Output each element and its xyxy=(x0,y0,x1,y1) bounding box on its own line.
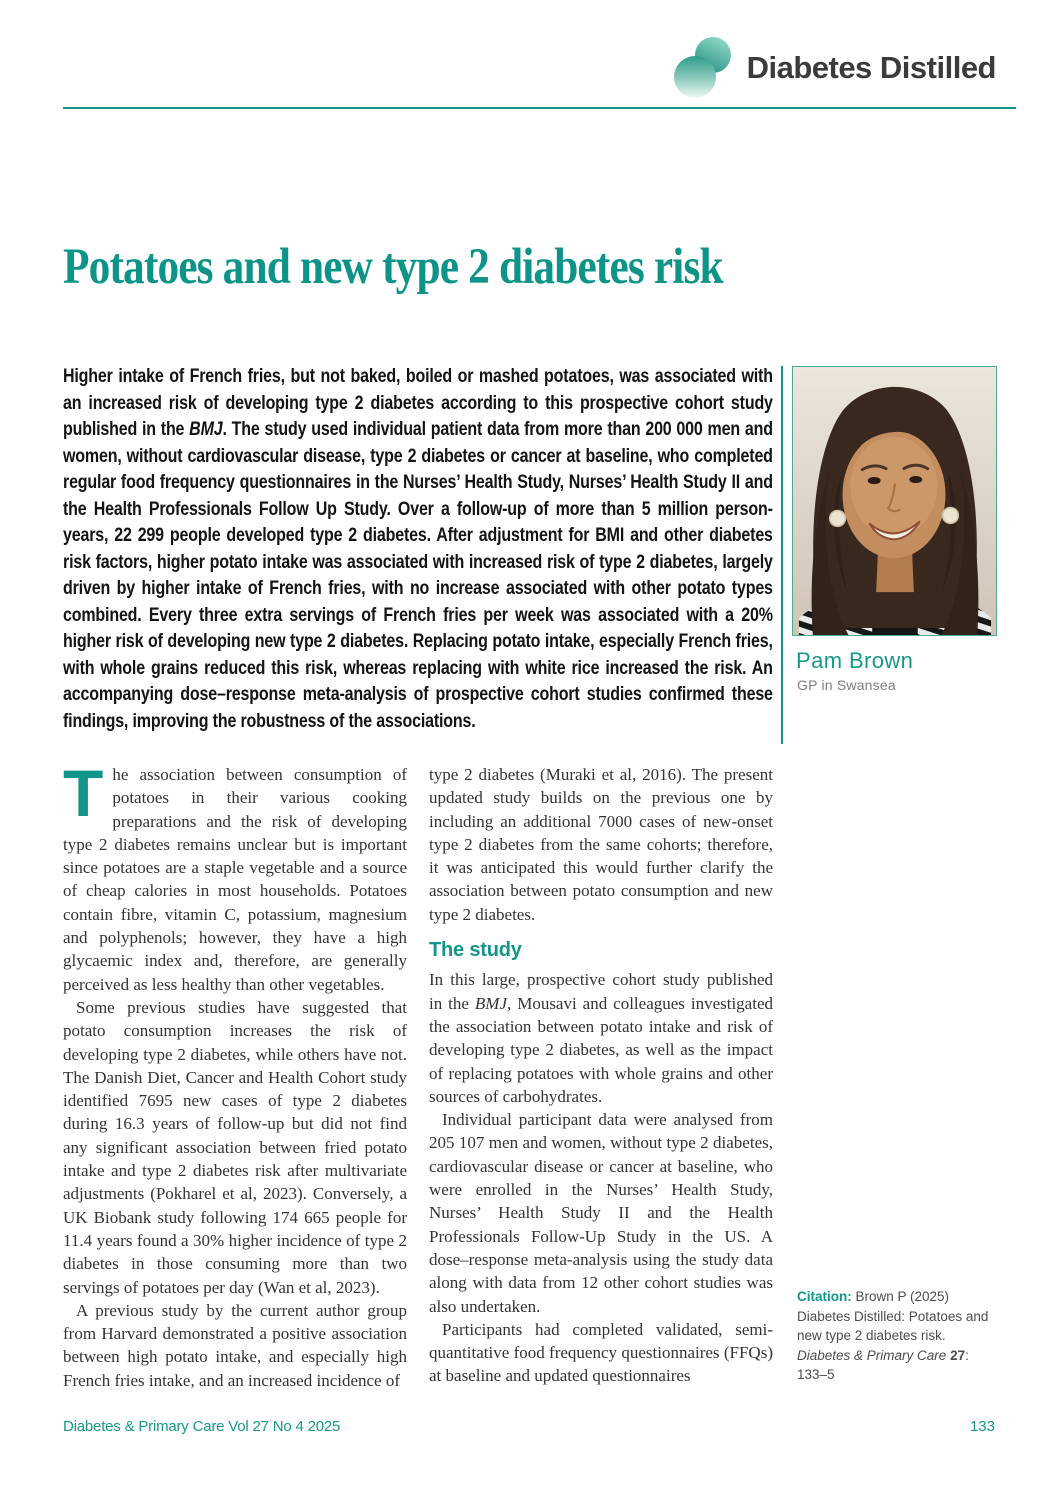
body-paragraph: A previous study by the current author group from Harvard demonstrated a positive association between high potato intake, and especially high French fries intake, and an increased incidence of xyxy=(63,1300,407,1390)
author-role: GP in Swansea xyxy=(797,677,896,693)
section-heading-the-study: The study xyxy=(429,939,522,962)
body-paragraph: type 2 diabetes (Muraki et al, 2016). The present updated study builds on the previous one by including an additional 7000 cases of new-onset type 2 diabetes from the same cohorts; therefore, it was anticipated this would further clarify the association between potato consumption and new type 2 diabetes. xyxy=(429,765,773,924)
article-summary-text: Higher intake of French fries, but not baked, boiled or mashed potatoes, was associated with an increased risk of developing type 2 diabetes according to this prospective cohort study published in the BMJ. The study used individual patient data from more than 200 000 men and women, without cardiovascular disease, type 2 diabetes or cancer at baseline, who completed regular food frequency questionnaires in the Nurses’ Health Study, Nurses’ Health Study II and the Health Professionals Follow Up Study. Over a follow-up of more than 5 million person-years, 22 299 people developed type 2 diabetes. After adjustment for BMI and other diabetes risk factors, higher potato intake was associated with increased risk of type 2 diabetes, largely driven by higher intake of French fries, with no increase associated with other potato types combined. Every three extra servings of French fries per week was associated with a 20% higher risk of developing new type 2 diabetes. Replacing potato intake, especially French fries, with whole grains reduced this risk, whereas replacing with white rice increased the risk. An accompanying dose–response meta-analysis of prospective cohort studies confirmed these findings, improving the robustness of the associations. xyxy=(63,366,773,732)
body-paragraph: In this large, prospective cohort study published in the BMJ, Mousavi and colleagues investigated the association between potato intake and risk of developing type 2 diabetes, as well as the impact of replacing potatoes with whole grains and other sources of carbohydrates. xyxy=(429,970,773,1106)
footer-journal-line: Diabetes & Primary Care Vol 27 No 4 2025 xyxy=(63,1418,341,1435)
drop-cap: T xyxy=(63,756,104,830)
body-paragraph: Participants had completed validated, semi-quantitative food frequency questionnaires (FFQs) at baseline and updated questionnaires xyxy=(429,1319,773,1386)
brand-logo xyxy=(673,36,996,100)
author-photo xyxy=(792,366,997,636)
summary-divider xyxy=(781,366,783,744)
brand-name: Diabetes Distilled xyxy=(746,50,996,85)
author-name: Pam Brown xyxy=(796,648,914,673)
body-column-left xyxy=(63,756,407,1392)
diabetes-distilled-logo-icon xyxy=(673,36,735,100)
citation-block: Citation: Brown P (2025) Diabetes Distilled: Potatoes and new type 2 diabetes risk. Diabetes & Primary Care 27: 133–5 xyxy=(797,1289,989,1382)
footer-page-number: 133 xyxy=(969,1418,995,1435)
header-divider xyxy=(63,107,1016,109)
article-summary xyxy=(63,364,773,748)
page-title: Potatoes and new type 2 diabetes risk xyxy=(63,239,723,295)
body-paragraph xyxy=(63,756,407,996)
body-column-right xyxy=(429,763,773,1388)
body-paragraph: Some previous studies have suggested that potato consumption increases the risk of developing type 2 diabetes, while others have not. The Danish Diet, Cancer and Health Cohort study identified 7695 new cases of type 2 diabetes during 16.3 years of follow-up but did not find any significant association between fried potato intake and type 2 diabetes risk after multivariate adjustments (Pokharel et al, 2023). Conversely, a UK Biobank study following 174 665 people for 11.4 years found a 30% higher incidence of type 2 diabetes in those consuming more than two servings of potatoes per day (Wan et al, 2023). xyxy=(63,997,407,1297)
body-paragraph: Individual participant data were analysed from 205 107 men and women, without type 2 diabetes, cardiovascular disease or cancer at baseline, who were enrolled in the Nurses’ Health Study, Nurses’ Health Study II and the Health Professionals Follow-Up Study in the US. A dose–response meta-analysis using the study data along with data from 12 other cohort studies was also undertaken. xyxy=(429,1110,773,1316)
body-paragraph-text: he association between consumption of potatoes in their various cooking preparations and the risk of developing type 2 diabetes remains unclear but is important since potatoes are a staple vegetable and a source of cheap calories in most households. Potatoes contain fibre, vitamin C, potassium, magnesium and polyphenols; however, they have a high glycaemic index and, therefore, are generally perceived as less healthy than other vegetables. xyxy=(63,765,407,994)
